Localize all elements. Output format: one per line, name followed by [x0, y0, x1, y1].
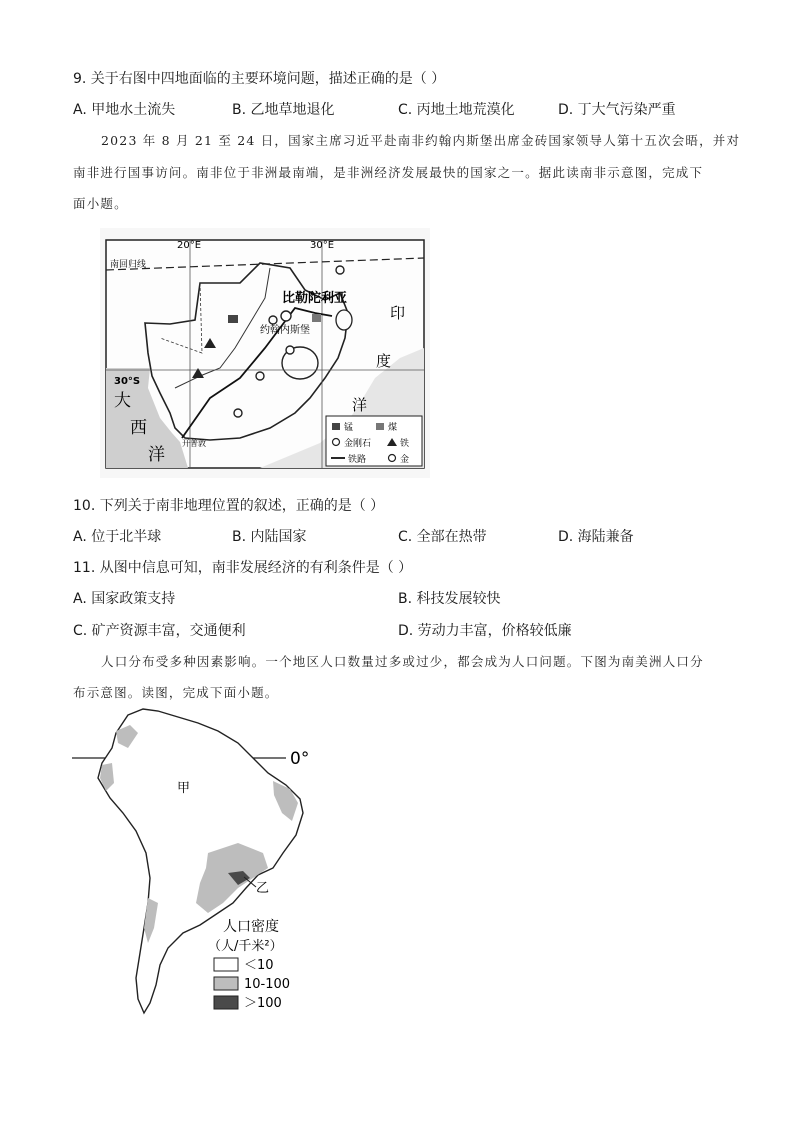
- tropic-label: 南回归线: [110, 260, 147, 270]
- indian-ocean-char-1: 印: [390, 304, 406, 322]
- q9-option-c[interactable]: C. 丙地土地荒漠化: [398, 102, 515, 118]
- legend-gold-icon: [389, 455, 396, 462]
- q9-option-a[interactable]: A. 甲地水土流失: [73, 102, 176, 118]
- legend-low-swatch: [214, 958, 238, 971]
- manganese-symbol: [228, 315, 238, 323]
- legend-iron: 铁: [400, 439, 410, 449]
- cape-town-label: 开普敦: [182, 439, 206, 448]
- south-america-population-map: [68, 703, 328, 1023]
- legend-manganese-icon: [332, 423, 340, 430]
- south-africa-map: [100, 228, 430, 478]
- q11-option-a[interactable]: A. 国家政策支持: [73, 591, 176, 607]
- johannesburg-label: 约翰内斯堡: [260, 325, 310, 336]
- q11-option-c[interactable]: C. 矿产资源丰富，交通便利: [73, 623, 246, 639]
- passage1-line3: 面小题。: [73, 196, 128, 211]
- q10-option-d[interactable]: D. 海陆兼备: [558, 529, 634, 545]
- legend-coal-icon: [376, 423, 384, 430]
- gold-symbol: [286, 346, 294, 354]
- passage2-line2: 布示意图。读图，完成下面小题。: [73, 685, 279, 700]
- passage1-line2: 南非进行国事访问。南非位于非洲最南端，是非洲经济发展最快的国家之一。据此读南非示意图，完成下: [73, 165, 704, 180]
- jia-label: 甲: [177, 781, 191, 796]
- q10-option-a[interactable]: A. 位于北半球: [73, 529, 162, 545]
- equator-label: 0°: [290, 749, 310, 769]
- legend-low: ＜10: [244, 958, 274, 973]
- indian-ocean-char-2: 度: [376, 352, 392, 370]
- legend-railway: 铁路: [348, 455, 367, 465]
- q10-option-c[interactable]: C. 全部在热带: [398, 529, 487, 545]
- legend-high: ＞100: [244, 996, 282, 1011]
- passage2-line1: 人口分布受多种因素影响。一个地区人口数量过多或过少，都会成为人口问题。下图为南美洲人口分: [101, 654, 704, 669]
- legend-high-swatch: [214, 996, 238, 1009]
- atlantic-char-1: 大: [114, 391, 131, 411]
- q9-option-b[interactable]: B. 乙地草地退化: [232, 102, 335, 118]
- coal-symbol: [312, 314, 321, 322]
- legend-diamond: 金刚石: [344, 439, 372, 449]
- indian-ocean-char-3: 洋: [352, 396, 368, 414]
- legend-mid-swatch: [214, 977, 238, 990]
- atlantic-char-3: 洋: [148, 445, 165, 465]
- legend-title-1: 人口密度: [223, 919, 279, 935]
- q11-stem: 11. 从图中信息可知，南非发展经济的有利条件是（ ）: [73, 560, 413, 576]
- legend-coal: 煤: [388, 423, 398, 433]
- legend-title-2: （人/千米²）: [208, 939, 283, 954]
- q9-stem: 9. 关于右图中四地面临的主要环境问题，描述正确的是（ ）: [73, 71, 446, 87]
- lat-30-label: 30°S: [114, 376, 141, 387]
- legend-gold: 金: [400, 455, 410, 465]
- lon-20-label: 20°E: [177, 240, 202, 251]
- yi-label: 乙: [256, 881, 270, 896]
- q9-option-d[interactable]: D. 丁大气污染严重: [558, 102, 676, 118]
- pretoria-label: 比勒陀利亚: [282, 291, 348, 306]
- atlantic-char-2: 西: [130, 418, 147, 438]
- q10-stem: 10. 下列关于南非地理位置的叙述，正确的是（ ）: [73, 498, 385, 514]
- eswatini-outline: [336, 310, 352, 330]
- legend-mid: 10-100: [244, 977, 291, 992]
- passage1-line1: 2023 年 8 月 21 至 24 日，国家主席习近平赴南非约翰内斯堡出席金砖国家领导人第十五次会晤，并对: [101, 133, 741, 148]
- q11-option-d[interactable]: D. 劳动力丰富，价格较低廉: [398, 623, 572, 639]
- q10-option-b[interactable]: B. 内陆国家: [232, 529, 307, 545]
- gold-symbol: [281, 311, 291, 321]
- legend-manganese: 锰: [344, 423, 354, 433]
- lon-30-label: 30°E: [310, 240, 335, 251]
- q11-option-b[interactable]: B. 科技发展较快: [398, 591, 501, 607]
